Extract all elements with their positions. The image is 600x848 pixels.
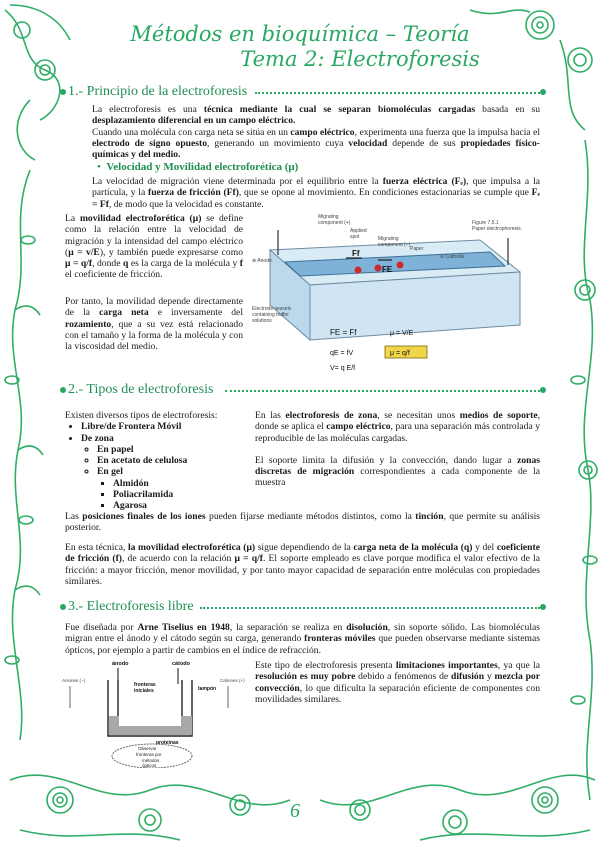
subheading-velocidad: • Velocidad y Movilidad electroforética (μ) bbox=[97, 161, 299, 173]
svg-text:Migrating: Migrating bbox=[318, 214, 339, 220]
spot-1 bbox=[355, 267, 362, 274]
svg-text:Electrode vessels: Electrode vessels bbox=[252, 306, 292, 312]
svg-text:FE = Ff: FE = Ff bbox=[330, 328, 357, 337]
paper-electrophoresis-figure bbox=[250, 210, 540, 375]
svg-text:containing buffer: containing buffer bbox=[252, 312, 289, 318]
list-item: ▪ Poliacrilamida bbox=[113, 489, 250, 500]
electrophoresis-apparatus-diagram bbox=[250, 210, 540, 375]
svg-text:iniciales: iniciales bbox=[134, 688, 154, 694]
section2-paragraph-6: Las posiciones finales de los iones pueden fijarse mediante métodos distintos, como la tinción, que permite su análisis posterior. bbox=[65, 511, 540, 534]
svg-text:ópticos: ópticos bbox=[142, 763, 157, 768]
svg-text:fronteras por: fronteras por bbox=[136, 752, 162, 757]
page-number: 6 bbox=[290, 800, 300, 822]
section1-heading: 1.- Principio de la electroforesis bbox=[68, 84, 248, 99]
svg-text:Aniones (−): Aniones (−) bbox=[62, 678, 86, 683]
svg-text:μ = q/f: μ = q/f bbox=[390, 350, 410, 357]
section2-heading: 2.- Tipos de electroforesis bbox=[68, 382, 214, 397]
svg-text:ánodo: ánodo bbox=[112, 661, 129, 667]
list-item: ▪ Almidón bbox=[113, 478, 250, 489]
list-item: ◦ En acetato de celulosa bbox=[97, 455, 250, 466]
document-title bbox=[70, 22, 530, 72]
svg-text:solutions: solutions bbox=[252, 318, 272, 324]
u-tube-diagram bbox=[60, 658, 255, 768]
svg-text:Ff: Ff bbox=[352, 249, 360, 258]
svg-text:Paper electrophoresis.: Paper electrophoresis. bbox=[472, 226, 523, 232]
section1-paragraph-3: La velocidad de migración viene determinada por el equilibrio entre la fuerza eléctrica (Fₑ), que impulsa a la partícula, y la fuerza de fricción (Ff), que se opone al movimiento. En condiciones estacionarias se cumple que Fₑ = Ff, de modo que la velocidad es constante. bbox=[92, 176, 541, 210]
title-line-1: Métodos en bioquímica – Teoría bbox=[130, 22, 470, 46]
heading-dot-right bbox=[540, 387, 546, 393]
types-intro: Existen diversos tipos de electroforesis: bbox=[65, 410, 218, 421]
zone-electrophoresis-text: En las electroforesis de zona, se necesitan unos medios de soporte, donde se aplica el campo eléctrico, para una separación más controlada y reproducible de las moléculas cargadas. El soporte limita la difusión y la convección, dando lugar a zonas discretas de migración correspondientes a cada componente de la muestra bbox=[255, 410, 540, 489]
svg-text:⊕ Anode: ⊕ Anode bbox=[252, 258, 272, 264]
heading-dot-left bbox=[60, 387, 66, 393]
heading-dot-left bbox=[60, 604, 66, 610]
list-item: ▪ Agarosa bbox=[113, 500, 250, 511]
list-item: • De zona ◦ En papel ◦ En acetato de celulosa ◦ En gel ▪ Almidón ▪ Poliacrilamida ▪ Agarosa bbox=[81, 433, 250, 512]
heading-rule bbox=[255, 92, 540, 94]
section3-paragraph-9: Este tipo de electroforesis presenta limitaciones importantes, ya que la resolución es muy pobre debido a fenómenos de difusión y mezcla por convección, lo que dificulta la separación eficiente de componentes con movilidades similares. bbox=[255, 660, 540, 705]
svg-text:proteínas: proteínas bbox=[156, 740, 179, 746]
svg-text:Figure 7.5.1: Figure 7.5.1 bbox=[472, 220, 499, 226]
svg-text:⊖ Cathode: ⊖ Cathode bbox=[440, 254, 465, 260]
section3-heading: 3.- Electroforesis libre bbox=[68, 599, 194, 614]
svg-text:component (−): component (−) bbox=[378, 242, 411, 248]
list-item: • Libre/de Frontera Móvil bbox=[81, 421, 250, 432]
svg-text:FE: FE bbox=[382, 265, 393, 274]
svg-text:Paper: Paper bbox=[410, 246, 424, 252]
svg-text:tampón: tampón bbox=[198, 686, 217, 692]
svg-text:V= q E/f: V= q E/f bbox=[330, 365, 356, 372]
section1-paragraph-5: Por tanto, la movilidad depende directamente de la carga neta e inversamente del rozamiento, que a su vez está relacionado con el tamaño y la forma de la molécula y con la viscosidad del medio. bbox=[65, 296, 243, 353]
types-list-block bbox=[65, 410, 250, 512]
title-line-2: Tema 2: Electroforesis bbox=[240, 47, 480, 71]
spot-3 bbox=[397, 262, 404, 269]
svg-text:fronteras: fronteras bbox=[134, 682, 156, 688]
section1-paragraph-1: La electroforesis es una técnica mediante la cual se separan biomoléculas cargadas basada en su desplazamiento diferencial en un campo eléctrico. Cuando una molécula con carga neta se sitúa en un campo eléctrico, experimenta una fuerza que la impulsa hacia el electrodo de signo opuesto, generando un movimiento cuya velocidad depende de sus propiedades físico-químicas y del medio. bbox=[92, 104, 541, 161]
free-electrophoresis-figure bbox=[60, 658, 255, 768]
section1-paragraph-4: La movilidad electroforética (μ) se define como la relación entre la velocidad de migración y la intensidad del campo eléctrico (μ = v/E), y también puede expresarse como μ = q/f, donde q es la carga de la molécula y f el coeficiente de fricción. bbox=[65, 213, 243, 281]
svg-text:qE = fV: qE = fV bbox=[330, 350, 354, 357]
heading-rule bbox=[200, 607, 540, 609]
svg-text:Applied: Applied bbox=[350, 228, 367, 234]
svg-text:Observar: Observar bbox=[138, 746, 157, 751]
svg-text:cátodo: cátodo bbox=[172, 661, 191, 667]
svg-text:métodos: métodos bbox=[142, 758, 160, 763]
heading-dot-right bbox=[540, 604, 546, 610]
heading-dot-left bbox=[60, 89, 66, 95]
list-item: ◦ En gel ▪ Almidón ▪ Poliacrilamida ▪ Agarosa bbox=[97, 466, 250, 511]
spot-2 bbox=[375, 265, 382, 272]
svg-text:Migrating: Migrating bbox=[378, 236, 399, 242]
svg-text:Cationes (+): Cationes (+) bbox=[220, 678, 245, 683]
section3-paragraph-8: Fue diseñada por Arne Tiselius en 1948, la separación se realiza en disolución, sin soporte sólido. Las biomoléculas migran entre el ánodo y el cátodo según su carga, generando fronteras móviles que pueden observarse mediante sistemas ópticos, por ejemplo a partir de cambios en el índice de refracción. bbox=[65, 622, 540, 656]
svg-text:spot: spot bbox=[350, 234, 360, 240]
bullet-icon: • bbox=[97, 161, 107, 173]
section2-paragraph-7: En esta técnica, la movilidad electroforética (μ) sigue dependiendo de la carga neta de la molécula (q) y del coeficiente de fricción (f), de acuerdo con la relación μ = q/f. El soporte empleado es clave porque modifica el valor efectivo de la fricción: a mayor fricción, menor movilidad, y por tanto mayor capacidad de separación entre moléculas con propiedades similares. bbox=[65, 542, 540, 587]
heading-rule bbox=[225, 390, 540, 392]
heading-dot-right bbox=[540, 89, 546, 95]
svg-text:component (+): component (+) bbox=[318, 220, 351, 226]
svg-text:μ = V/E: μ = V/E bbox=[390, 330, 414, 337]
list-item: ◦ En papel bbox=[97, 444, 250, 455]
